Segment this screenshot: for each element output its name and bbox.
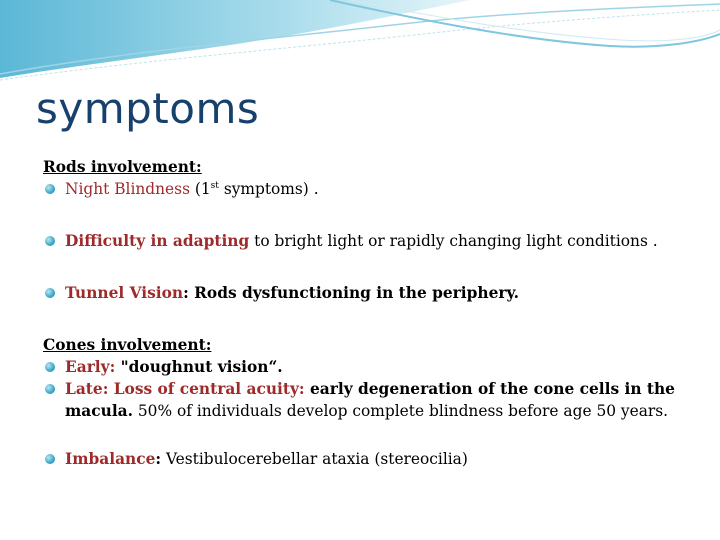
list-item: Early: "doughnut vision“. <box>43 356 703 378</box>
bullet-icon <box>45 184 55 194</box>
header-swoosh-decoration <box>0 0 720 90</box>
bullet-icon <box>45 362 55 372</box>
list-item: Imbalance: Vestibulocerebellar ataxia (stereocilia) <box>43 448 703 470</box>
bullet-icon <box>45 288 55 298</box>
list-item: Tunnel Vision: Rods dysfunctioning in the periphery. <box>43 282 703 304</box>
slide-title: symptoms <box>36 84 260 133</box>
list-item: Difficulty in adapting to bright light or rapidly changing light conditions . <box>43 230 703 252</box>
cones-heading: Cones involvement: <box>43 336 212 354</box>
bullet-icon <box>45 384 55 394</box>
rods-heading: Rods involvement: <box>43 158 202 176</box>
bullet-icon <box>45 454 55 464</box>
slide-body <box>43 156 703 470</box>
bullet-icon <box>45 236 55 246</box>
list-item: Night Blindness (1st symptoms) . <box>43 178 703 200</box>
list-item: Late: Loss of central acuity: early degeneration of the cone cells in the macula. 50% of individuals develop complete blindness before age 50 years. <box>43 378 703 422</box>
